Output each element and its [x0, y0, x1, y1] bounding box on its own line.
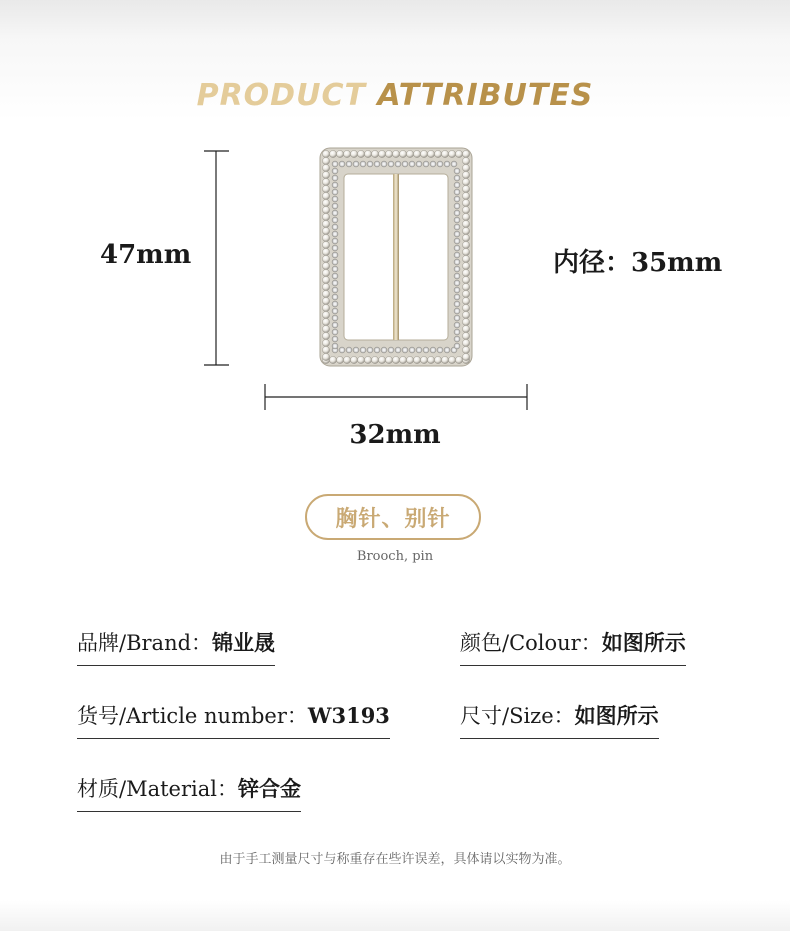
pearl-bead: [322, 297, 329, 304]
rhinestone: [360, 161, 366, 167]
pearl-bead: [322, 353, 329, 360]
pearl-bead: [322, 220, 329, 227]
rhinestone: [454, 182, 460, 188]
pearl-bead: [322, 269, 329, 276]
rhinestone: [332, 245, 338, 251]
pearl-bead: [364, 356, 371, 363]
rhinestone: [332, 224, 338, 230]
pearl-bead: [462, 332, 469, 339]
pearl-bead: [406, 150, 413, 157]
pearl-bead: [322, 206, 329, 213]
title-word-product: PRODUCT: [196, 78, 366, 113]
rhinestone: [332, 210, 338, 216]
rhinestone: [454, 238, 460, 244]
pearl-bead: [462, 171, 469, 178]
pearl-bead: [462, 311, 469, 318]
rhinestone: [437, 347, 443, 353]
pearl-bead: [462, 227, 469, 234]
rhinestone: [451, 161, 457, 167]
pearl-bead: [462, 220, 469, 227]
rhinestone: [454, 287, 460, 293]
pearl-bead: [462, 283, 469, 290]
rhinestone: [332, 266, 338, 272]
rhinestone: [454, 294, 460, 300]
rhinestone: [409, 347, 415, 353]
rhinestone: [332, 182, 338, 188]
pearl-bead: [399, 356, 406, 363]
pearl-bead: [434, 150, 441, 157]
pearl-bead: [455, 356, 462, 363]
rhinestone: [388, 161, 394, 167]
rhinestone: [454, 336, 460, 342]
pearl-bead: [448, 356, 455, 363]
rhinestone: [454, 329, 460, 335]
rhinestone: [454, 210, 460, 216]
rhinestone: [367, 161, 373, 167]
pearl-bead: [322, 199, 329, 206]
rhinestone: [454, 217, 460, 223]
pearl-bead: [322, 339, 329, 346]
measurement-disclaimer: 由于手工测量尺寸与称重存在些许误差，具体请以实物为准。: [219, 852, 571, 867]
pearl-bead: [322, 255, 329, 262]
size-value: 如图所示: [574, 703, 659, 728]
pearl-bead: [462, 213, 469, 220]
pearl-bead: [322, 157, 329, 164]
rhinestone: [346, 161, 352, 167]
rhinestone: [437, 161, 443, 167]
rhinestone: [332, 273, 338, 279]
pearl-bead: [427, 150, 434, 157]
article-key: 货号/Article number：: [77, 704, 308, 728]
pearl-bead: [462, 164, 469, 171]
attribute-article-number: [77, 700, 390, 739]
pearl-bead: [322, 318, 329, 325]
attribute-brand: [77, 627, 275, 666]
rhinestone: [423, 161, 429, 167]
pearl-bead: [462, 241, 469, 248]
pearl-bead: [364, 150, 371, 157]
rhinestone: [454, 266, 460, 272]
pearl-bead: [399, 150, 406, 157]
rhinestone: [409, 161, 415, 167]
rhinestone: [416, 161, 422, 167]
brand-key: 品牌/Brand：: [77, 631, 213, 655]
pearl-bead: [322, 178, 329, 185]
pearl-bead: [322, 311, 329, 318]
pearl-bead: [462, 290, 469, 297]
pearl-bead: [462, 157, 469, 164]
rhinestone: [339, 161, 345, 167]
rhinestone: [332, 322, 338, 328]
category-name: 胸针、别针: [335, 505, 451, 532]
colour-key: 颜色/Colour：: [460, 631, 602, 655]
rhinestone: [454, 224, 460, 230]
rhinestone: [454, 231, 460, 237]
category-badge: [305, 494, 481, 540]
rhinestone: [454, 189, 460, 195]
pearl-bead: [357, 356, 364, 363]
pearl-bead: [406, 356, 413, 363]
rhinestone: [353, 347, 359, 353]
rhinestone: [444, 161, 450, 167]
pearl-bead: [322, 248, 329, 255]
rhinestone: [454, 273, 460, 279]
rhinestone: [332, 308, 338, 314]
rhinestone: [402, 347, 408, 353]
pearl-bead: [441, 150, 448, 157]
pearl-bead: [441, 356, 448, 363]
rhinestone: [416, 347, 422, 353]
pearl-bead: [462, 192, 469, 199]
pearl-bead: [462, 276, 469, 283]
pearl-bead: [392, 356, 399, 363]
pearl-bead: [322, 213, 329, 220]
rhinestone: [339, 347, 345, 353]
pearl-bead: [322, 276, 329, 283]
rhinestone: [454, 315, 460, 321]
pearl-bead: [413, 150, 420, 157]
rhinestone: [395, 161, 401, 167]
rhinestone: [332, 203, 338, 209]
rhinestone: [454, 259, 460, 265]
rhinestone: [332, 336, 338, 342]
pearl-bead: [322, 346, 329, 353]
material-value: 锌合金: [237, 776, 301, 801]
pearl-bead: [322, 241, 329, 248]
rhinestone: [360, 347, 366, 353]
rhinestone: [381, 347, 387, 353]
rhinestone: [454, 168, 460, 174]
rhinestone: [332, 280, 338, 286]
pearl-bead: [350, 356, 357, 363]
rhinestone: [444, 347, 450, 353]
pearl-bead: [378, 356, 385, 363]
pearl-bead: [462, 304, 469, 311]
pearl-bead: [462, 339, 469, 346]
rhinestone: [454, 322, 460, 328]
pearl-bead: [434, 356, 441, 363]
rhinestone: [454, 308, 460, 314]
pearl-bead: [322, 192, 329, 199]
pearl-bead: [343, 356, 350, 363]
rhinestone: [332, 175, 338, 181]
category-subtitle: Brooch, pin: [356, 549, 434, 564]
pearl-bead: [322, 171, 329, 178]
rhinestone: [332, 252, 338, 258]
rhinestone: [374, 161, 380, 167]
pearl-bead: [462, 199, 469, 206]
pearl-bead: [462, 185, 469, 192]
rhinestone: [332, 196, 338, 202]
rhinestone: [332, 287, 338, 293]
pearl-bead: [329, 356, 336, 363]
pearl-bead: [357, 150, 364, 157]
pearl-bead: [350, 150, 357, 157]
pearl-bead: [322, 150, 329, 157]
rhinestone: [395, 347, 401, 353]
rhinestone: [423, 347, 429, 353]
rhinestone: [332, 168, 338, 174]
pearl-bead: [322, 234, 329, 241]
rhinestone: [332, 231, 338, 237]
pearl-bead: [462, 297, 469, 304]
pearl-bead: [322, 290, 329, 297]
rhinestone: [454, 343, 460, 349]
pearl-bead: [462, 234, 469, 241]
pearl-bead: [336, 150, 343, 157]
pearl-bead: [371, 150, 378, 157]
pearl-bead: [462, 150, 469, 157]
pearl-bead: [371, 356, 378, 363]
rhinestone: [332, 315, 338, 321]
rhinestone: [430, 161, 436, 167]
pearl-bead: [322, 332, 329, 339]
title-word-attributes: ATTRIBUTES: [377, 78, 594, 113]
rhinestone: [353, 161, 359, 167]
pearl-bead: [329, 150, 336, 157]
rhinestone: [332, 161, 338, 167]
pearl-bead: [322, 262, 329, 269]
rhinestone: [381, 161, 387, 167]
brand-value: 锦业晟: [212, 630, 276, 655]
rhinestone: [454, 245, 460, 251]
rhinestone: [374, 347, 380, 353]
rhinestone: [454, 252, 460, 258]
pearl-rhinestone-buckle-image: [316, 144, 476, 370]
pearl-bead: [462, 178, 469, 185]
attribute-material: [77, 773, 301, 812]
article-value: W3193: [307, 703, 390, 728]
pearl-bead: [322, 227, 329, 234]
pearl-bead: [462, 255, 469, 262]
pearl-bead: [462, 248, 469, 255]
pearl-bead: [448, 150, 455, 157]
pearl-bead: [462, 262, 469, 269]
rhinestone: [332, 343, 338, 349]
rhinestone: [430, 347, 436, 353]
pearl-bead: [322, 304, 329, 311]
pearl-bead: [420, 356, 427, 363]
pearl-bead: [343, 150, 350, 157]
pearl-bead: [462, 346, 469, 353]
material-key: 材质/Material：: [77, 777, 238, 801]
rhinestone: [332, 294, 338, 300]
attribute-colour: [460, 627, 686, 666]
pearl-bead: [427, 356, 434, 363]
rhinestone: [332, 301, 338, 307]
pearl-bead: [462, 325, 469, 332]
rhinestone: [332, 329, 338, 335]
pearl-bead: [378, 150, 385, 157]
rhinestone: [332, 259, 338, 265]
rhinestone: [454, 196, 460, 202]
pearl-bead: [322, 185, 329, 192]
rhinestone: [454, 203, 460, 209]
height-label: 47mm: [100, 240, 192, 270]
rhinestone: [454, 175, 460, 181]
pearl-bead: [462, 353, 469, 360]
pearl-bead: [322, 325, 329, 332]
rhinestone: [332, 189, 338, 195]
rhinestone: [454, 280, 460, 286]
pearl-bead: [392, 150, 399, 157]
pearl-bead: [462, 318, 469, 325]
rhinestone: [332, 217, 338, 223]
colour-value: 如图所示: [601, 630, 686, 655]
pearl-bead: [322, 164, 329, 171]
rhinestone: [346, 347, 352, 353]
pearl-bead: [385, 150, 392, 157]
pearl-bead: [420, 150, 427, 157]
attribute-size: [460, 700, 659, 739]
rhinestone: [454, 301, 460, 307]
pearl-bead: [322, 283, 329, 290]
size-key: 尺寸/Size：: [460, 704, 575, 728]
inner-diameter-label: 内径：35mm: [553, 248, 723, 278]
pearl-bead: [462, 206, 469, 213]
pearl-bead: [385, 356, 392, 363]
rhinestone: [367, 347, 373, 353]
rhinestone: [388, 347, 394, 353]
pearl-bead: [413, 356, 420, 363]
width-label: 32mm: [349, 420, 441, 450]
pearl-bead: [336, 356, 343, 363]
pearl-bead: [455, 150, 462, 157]
rhinestone: [402, 161, 408, 167]
rhinestone: [332, 238, 338, 244]
pearl-bead: [462, 269, 469, 276]
